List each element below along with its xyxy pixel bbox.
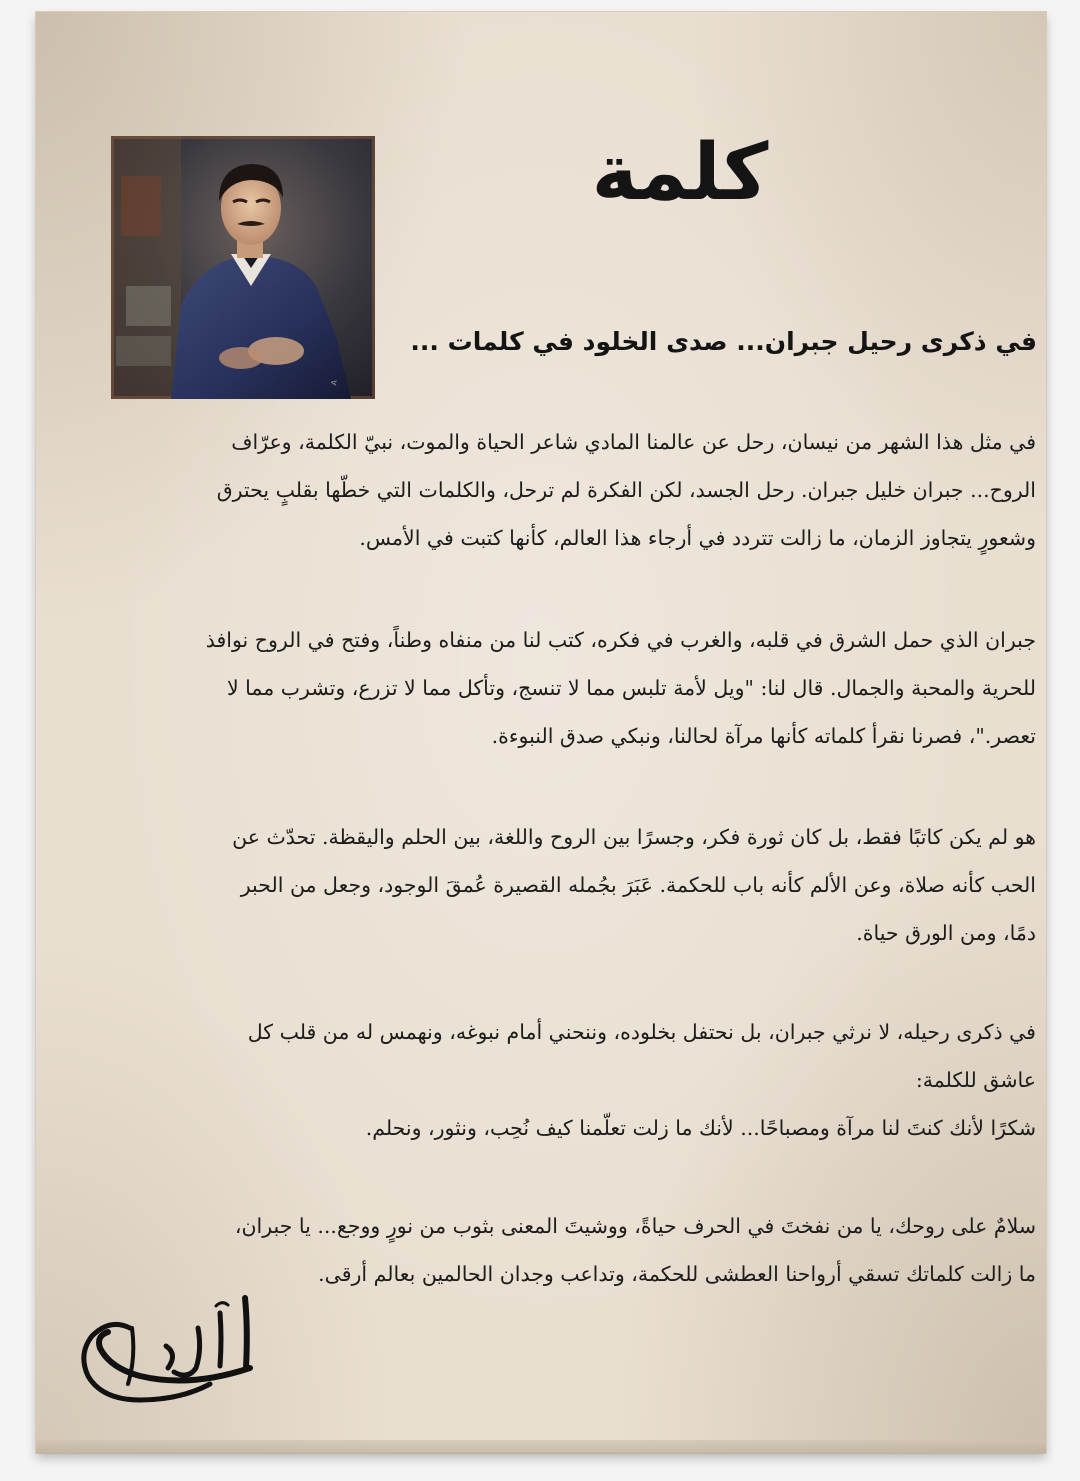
paragraph-line: جبران الذي حمل الشرق في قلبه، والغرب في فكره، كتب لنا من منفاه وطناً، وفتح في الروح نوافذ — [205, 628, 1036, 652]
paragraph-line: هو لم يكن كاتبًا فقط، بل كان ثورة فكر، وجسرًا بين الروح واللغة، بين الحلم واليقظة. تحدّث عن — [232, 825, 1036, 849]
paragraph-1 — [60, 418, 1036, 562]
paragraph-line: عاشق للكلمة: — [915, 1068, 1036, 1092]
article-subtitle: في ذكرى رحيل جبران... صدى الخلود في كلمات ... — [410, 327, 1037, 356]
paragraph-line: شكرًا لأنك كنتَ لنا مرآة ومصباحًا... لأنك ما زلت تعلّمنا كيف نُحِب، ونثور، ونحلم. — [365, 1116, 1036, 1140]
paragraph-line: سلامٌ على روحك، يا من نفختَ في الحرف حياةً، ووشيتَ المعنى بثوب من نورٍ ووجع... يا جبران، — [234, 1214, 1036, 1238]
paragraph-line: الحب كأنه صلاة، وعن الألم كأنه باب للحكمة. عَبَرَ بجُمله القصيرة عُمقَ الوجود، وجعل من الحبر — [240, 873, 1036, 897]
signature-calligraphy — [70, 1288, 270, 1413]
paragraph-line: في مثل هذا الشهر من نيسان، رحل عن عالمنا المادي شاعر الحياة والموت، نبيّ الكلمة، وعرّاف — [231, 430, 1036, 454]
paragraph-line: الروح... جبران خليل جبران. رحل الجسد، لكن الفكرة لم ترحل، والكلمات التي خطّها بقلبٍ يحترق — [216, 478, 1036, 502]
paragraph-line: وشعورٍ يتجاوز الزمان، ما زالت تتردد في أرجاء هذا العالم، كأنها كتبت في الأمس. — [359, 526, 1036, 550]
paragraph-3 — [60, 813, 1036, 957]
paper-edge — [36, 1440, 1046, 1454]
page-title: كلمة — [591, 128, 769, 218]
gibran-portrait-image — [111, 136, 375, 399]
paragraph-line: للحرية والمحبة والجمال. قال لنا: "ويل لأمة تلبس مما لا تنسج، وتأكل مما لا تزرع، وتشرب مما لا — [226, 676, 1036, 700]
paragraph-4 — [60, 1008, 1036, 1152]
paragraph-line: دمًا، ومن الورق حياة. — [856, 921, 1036, 945]
paragraph-line: ما زالت كلماتك تسقي أرواحنا العطشى للحكمة، وتداعب وجدان الحالمين بعالم أرقى. — [318, 1262, 1036, 1286]
paragraph-line: في ذكرى رحيله، لا نرثي جبران، بل نحتفل بخلوده، وننحني أمام نبوغه، ونهمس له من قلب كل — [247, 1020, 1036, 1044]
svg-text:ᴀ: ᴀ — [328, 378, 340, 387]
paragraph-2 — [60, 616, 1036, 760]
paragraph-line: تعصر."، فصرنا نقرأ كلماته كأنها مرآة لحالنا، ونبكي صدق النبوءة. — [491, 724, 1036, 748]
paragraph-5 — [60, 1202, 1036, 1298]
handwritten-signature — [70, 1288, 270, 1413]
portrait-painting — [111, 136, 375, 399]
